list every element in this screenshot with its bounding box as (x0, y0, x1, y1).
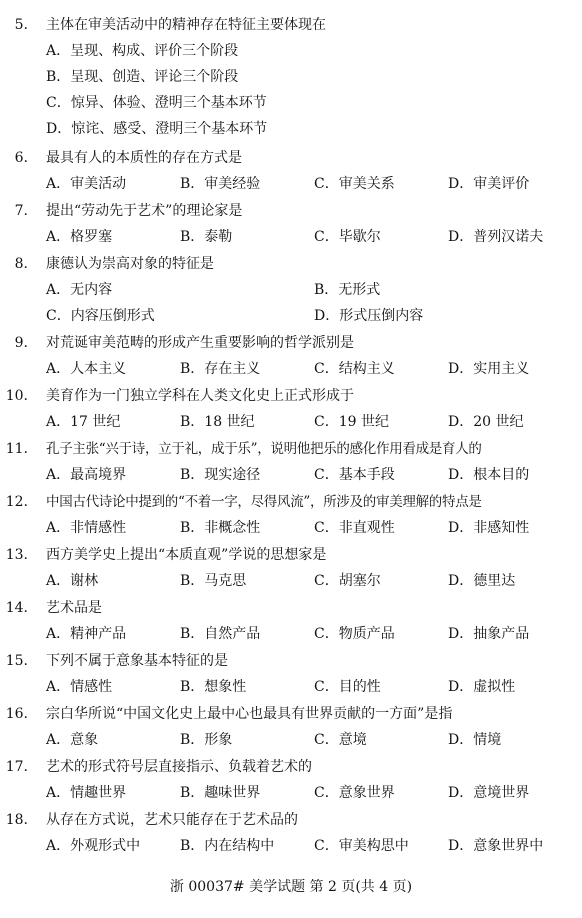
question-stem: 美育作为一门独立学科在人类文化史上正式形成于 (46, 388, 354, 404)
option-b: B．形象 (180, 732, 233, 748)
option-a: A．17 世纪 (46, 414, 121, 430)
question-stem: 从存在方式说，艺术只能存在于艺术品的 (46, 812, 298, 828)
question-13 (0, 542, 582, 568)
options-row (0, 277, 582, 303)
question-stem: 下列不属于意象基本特征的是 (46, 653, 228, 669)
option-b: B．趣味世界 (180, 785, 261, 801)
option-d: D．审美评价 (448, 176, 530, 192)
question-number: 6. (14, 150, 28, 166)
option-b: B．存在主义 (180, 361, 261, 377)
options-row (0, 515, 582, 541)
question-15 (0, 648, 582, 674)
option-c: C．审美构思中 (314, 838, 409, 854)
question-stem: 最具有人的本质性的存在方式是 (46, 150, 242, 166)
option-b: B．18 世纪 (180, 414, 255, 430)
option-c: C．目的性 (314, 679, 381, 695)
question-number: 12. (5, 494, 28, 510)
question-17 (0, 754, 582, 780)
option-d: D．根本目的 (448, 467, 530, 483)
option-d: D．抽象产品 (448, 626, 530, 642)
page-footer: 浙 00037# 美学试题 第 2 页(共 4 页) (169, 879, 413, 895)
question-11 (0, 436, 582, 462)
option-d: D．非感知性 (448, 520, 530, 536)
option-d: D．德里达 (448, 573, 516, 589)
option-b: B．呈现、创造、评论三个阶段 (46, 69, 239, 85)
option-d: D．20 世纪 (448, 414, 524, 430)
option-c: C．基本手段 (314, 467, 395, 483)
option-a: A．谢林 (46, 573, 99, 589)
option-a: A．情感性 (46, 679, 113, 695)
option-d: D．意境世界 (448, 785, 530, 801)
question-number: 13. (5, 547, 28, 563)
options-row (0, 568, 582, 594)
option-c: C．结构主义 (314, 361, 395, 377)
option-b: B．内在结构中 (180, 838, 275, 854)
options-row (0, 674, 582, 700)
option-c: C．审美关系 (314, 176, 395, 192)
options-row (0, 727, 582, 753)
option-a: A．非情感性 (46, 520, 127, 536)
question-stem: 主体在审美活动中的精神存在特征主要体现在 (46, 17, 326, 33)
option-b: B．马克思 (180, 573, 247, 589)
option-c: C．意象世界 (314, 785, 395, 801)
option-b: B．现实途径 (180, 467, 261, 483)
question-stem: 艺术品是 (46, 600, 102, 616)
question-stem: 提出“劳动先于艺术”的理论家是 (46, 203, 243, 219)
option-c: C．惊异、体验、澄明三个基本环节 (46, 95, 267, 111)
question-number: 16. (5, 706, 28, 722)
question-number: 5. (14, 17, 28, 33)
options-row (0, 780, 582, 806)
options-row (0, 303, 582, 329)
question-number: 9. (14, 335, 28, 351)
question-8 (0, 251, 582, 277)
question-14 (0, 595, 582, 621)
question-stem: 孔子主张“兴于诗，立于礼，成于乐”，说明他把乐的感化作用看成是育人的 (46, 441, 482, 457)
options-row (0, 171, 582, 197)
question-stem: 对荒诞审美范畴的形成产生重要影响的哲学派别是 (46, 335, 354, 351)
question-stem: 艺术的形式符号层直接指示、负载着艺术的 (46, 759, 312, 775)
option-c: C．物质产品 (314, 626, 395, 642)
option-a: A．精神产品 (46, 626, 127, 642)
question-10 (0, 383, 582, 409)
option-b: B．泰勒 (180, 229, 233, 245)
option-d: D．形式压倒内容 (314, 308, 424, 324)
option-a: A．无内容 (46, 282, 113, 298)
question-stem: 中国古代诗论中提到的“不着一字，尽得风流”，所涉及的审美理解的特点是 (46, 494, 482, 510)
option-a: A．最高境界 (46, 467, 127, 483)
options-row (0, 621, 582, 647)
question-12 (0, 489, 582, 515)
option-a: A．外观形式中 (46, 838, 141, 854)
question-number: 14. (5, 600, 28, 616)
question-18 (0, 807, 582, 833)
option-a: A．意象 (46, 732, 99, 748)
question-7 (0, 198, 582, 224)
question-number: 8. (14, 256, 28, 272)
option-c: C．胡塞尔 (314, 573, 381, 589)
options-row (0, 409, 582, 435)
option-c: C．19 世纪 (314, 414, 389, 430)
option-c: C．意境 (314, 732, 367, 748)
option-d: D．惊诧、感受、澄明三个基本环节 (46, 121, 268, 137)
question-5 (0, 12, 582, 38)
option-c: C．非直观性 (314, 520, 395, 536)
question-stem: 宗白华所说“中国文化史上最中心也最具有世界贡献的一方面”是指 (46, 706, 453, 722)
option-a: A．呈现、构成、评价三个阶段 (46, 43, 239, 59)
option-d: D．情境 (448, 732, 502, 748)
options-row (0, 462, 582, 488)
option-b: B．审美经验 (180, 176, 261, 192)
options-row (0, 833, 582, 859)
question-number: 17. (5, 759, 28, 775)
option-b: B．自然产品 (180, 626, 261, 642)
option-d: D．意象世界中 (448, 838, 544, 854)
question-number: 10. (5, 388, 28, 404)
options-row (0, 356, 582, 382)
option-a: A．格罗塞 (46, 229, 113, 245)
option-b: B．非概念性 (180, 520, 261, 536)
option-d: D．普列汉诺夫 (448, 229, 544, 245)
question-stem: 西方美学史上提出“本质直观”学说的思想家是 (46, 547, 327, 563)
option-d: D．虚拟性 (448, 679, 516, 695)
option-c: C．内容压倒形式 (46, 308, 155, 324)
option-b: B．无形式 (314, 282, 381, 298)
option-c: C．毕歇尔 (314, 229, 381, 245)
option-a: A．情趣世界 (46, 785, 127, 801)
question-number: 11. (5, 441, 28, 457)
question-number: 7. (14, 203, 28, 219)
question-stem: 康德认为崇高对象的特征是 (46, 256, 214, 272)
option-d: D．实用主义 (448, 361, 530, 377)
option-b: B．想象性 (180, 679, 247, 695)
question-6 (0, 145, 582, 171)
option-a: A．审美活动 (46, 176, 127, 192)
question-number: 15. (5, 653, 28, 669)
option-a: A．人本主义 (46, 361, 127, 377)
options-row (0, 224, 582, 250)
question-9 (0, 330, 582, 356)
question-number: 18. (5, 812, 28, 828)
question-16 (0, 701, 582, 727)
